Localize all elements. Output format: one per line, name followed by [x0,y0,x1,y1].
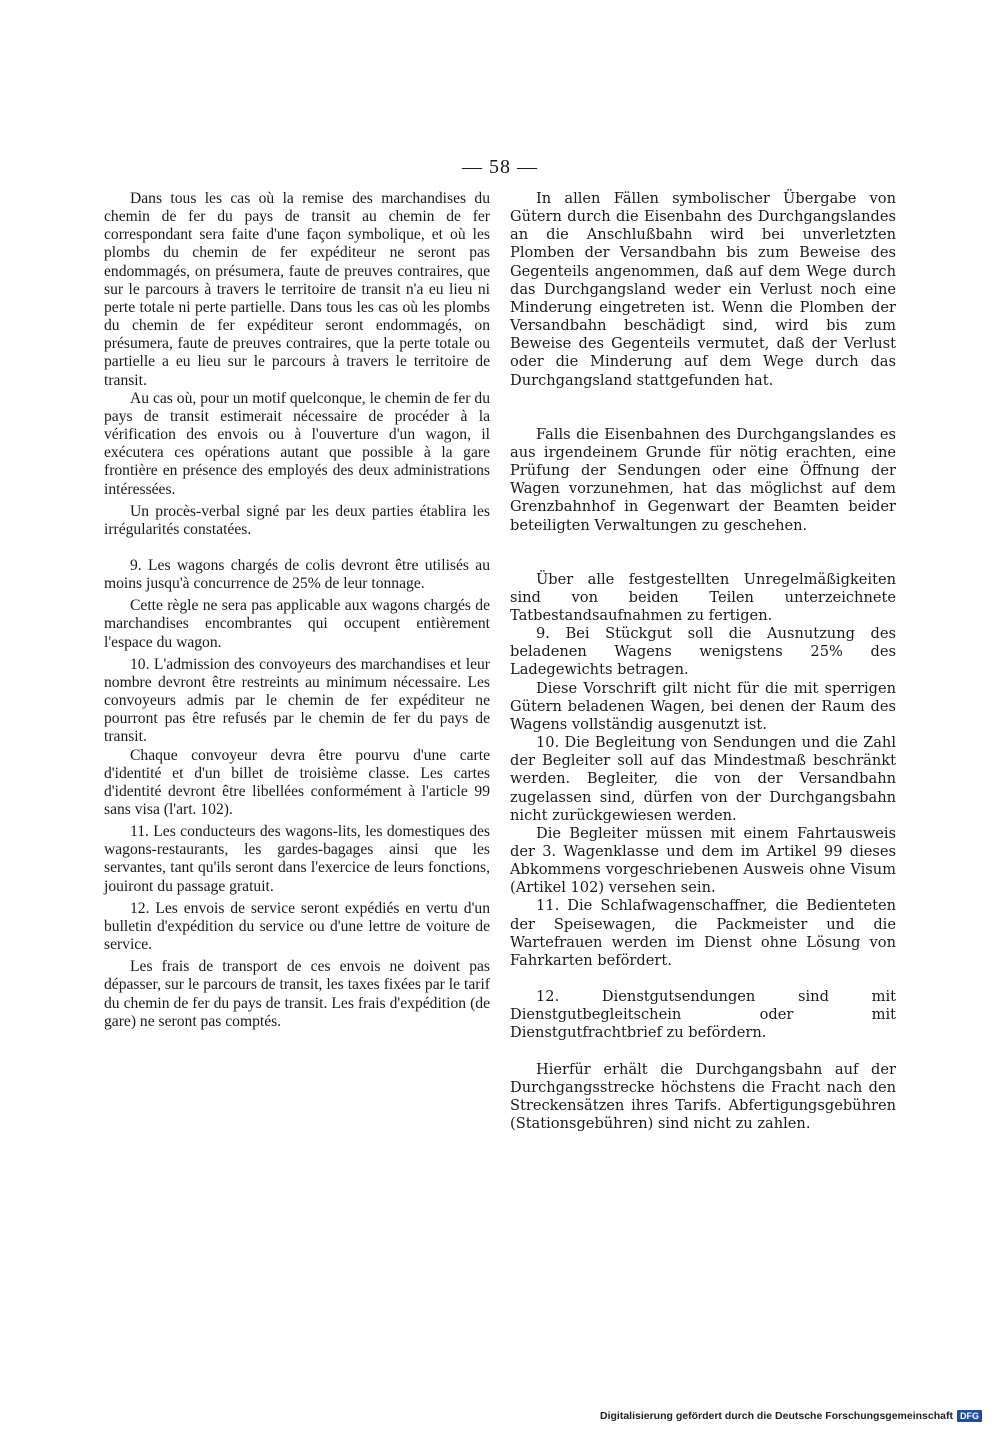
fr-paragraph-6: 10. L'admission des convoyeurs des marchandises et leur nombre devront être restreints au minimum nécessaire. Les convoyeurs admis par le chemin de fer expéditeur ne pourront pas être refusés par le chemin de fer du pays de transit. [104,655,490,746]
dfg-logo-icon: DFG [957,1410,982,1422]
german-column [510,190,896,1133]
de-paragraph-10: Hierfür erhält die Durchgangsbahn auf der Durchgangsstrecke höchstens die Fracht nach den Streckensätzen ihres Tarifs. Abfertigungsgebühren (Stationsgebühren) sind nicht zu zahlen. [510,1060,896,1133]
de-paragraph-1: In allen Fällen symbolischer Übergabe von Gütern durch die Eisenbahn des Durchgangslandes an die Anschlußbahn wird bei unverletzten Plomben der Versandbahn bis zum Beweise des Gegenteils angenommen, daß auf dem Wege durch das Durchgangsland weder ein Verlust noch eine Minderung eingetreten ist. Wenn die Plomben der Versandbahn beschädigt sind, wird bis zum Beweise des Gegenteils vermutet, daß der Verlust oder die Minderung auf dem Wege durch das Durchgangsland stattgefunden hat. [510,190,896,389]
fr-paragraph-7: Chaque convoyeur devra être pourvu d'une carte d'identité et d'un billet de troisième classe. Les cartes d'identité devront être libellées conformément à l'article 99 sans visa (l'art. 102). [104,746,490,818]
digitization-credit [600,1410,982,1422]
fr-paragraph-3: Un procès-verbal signé par les deux parties établira les irrégularités constatées. [104,502,490,538]
de-paragraph-5: Diese Vorschrift gilt nicht für die mit sperrigen Gütern beladenen Wagen, bei denen der Raum des Wagens vollständig ausgenutzt ist. [510,679,896,733]
fr-paragraph-8: 11. Les conducteurs des wagons-lits, les domestiques des wagons-restaurants, les gardes-bagages ainsi que les servantes, tant qu'ils seront dans l'exercice de leurs fonctions, jouiront du passage gratuit. [104,823,490,895]
credit-text: Digitalisierung gefördert durch die Deutsche Forschungsgemeinschaft [600,1410,953,1422]
fr-paragraph-9: 12. Les envois de service seront expédiés en vertu d'un bulletin d'expédition du service ou d'une lettre de voiture de service. [104,899,490,954]
de-paragraph-9: 12. Dienstgutsendungen sind mit Dienstgutbegleitschein oder mit Dienstgutfrachtbrief zu befördern. [510,988,896,1042]
fr-paragraph-1: Dans tous les cas où la remise des marchandises du chemin de fer du pays de transit au chemin de fer correspondant sera faite d'une façon symbolique, et où les plombs du chemin de fer expéditeur ne seront pas endommagés, on présumera, faute de preuves contraires, que sur le parcours à travers le territoire de transit n'a eu lieu ni perte totale ni perte partielle. Dans tous les cas où les plombs du chemin de fer expéditeur seront endommagés, on présumera, faute de preuves contraires, que la perte totale ou partielle a eu lieu sur le parcours à travers le territoire de transit. [104,190,490,389]
de-paragraph-3: Über alle festgestellten Unregelmäßigkeiten sind von beiden Teilen unterzeichnete Tatbestandsaufnahmen zu fertigen. [510,570,896,624]
fr-paragraph-10: Les frais de transport de ces envois ne doivent pas dépasser, sur le parcours de transit, les taxes fixées par le tarif du chemin de fer du pays de transit. Les frais d'expédition (de gare) ne seront pas comptés. [104,958,490,1030]
de-paragraph-8: 11. Die Schlafwagenschaffner, die Bedienteten der Speisewagen, die Packmeister und die Wartefrauen werden im Dienst ohne Lösung von Fahrkarten befördert. [510,897,896,969]
fr-paragraph-5: Cette règle ne sera pas applicable aux wagons chargés de marchandises encombrantes qui occupent entièrement l'espace du wagon. [104,597,490,651]
fr-paragraph-4: 9. Les wagons chargés de colis devront être utilisés au moins jusqu'à concurrence de 25% de leur tonnage. [104,556,490,593]
de-paragraph-4: 9. Bei Stückgut soll die Ausnutzung des beladenen Wagens wenigstens 25% des Ladegewichts betragen. [510,625,896,679]
french-column [104,190,490,1031]
de-paragraph-2: Falls die Eisenbahnen des Durchgangslandes es aus irgendeinem Grunde für nötig erachten, eine Prüfung der Sendungen oder eine Öffnung der Wagen vorzunehmen, hat das möglichst auf dem Grenzbahnhof in Gegenwart der Beamten beider beteiligten Verwaltungen zu geschehen. [510,425,896,534]
page-number: — 58 — [462,156,538,178]
de-paragraph-6: 10. Die Begleitung von Sendungen und die Zahl der Begleiter soll auf das Mindestmaß beschränkt werden. Begleiter, die von der Versandbahn zugelassen sind, dürfen von der Durchgangsbahn nicht zurückgewiesen werden. [510,734,896,824]
fr-paragraph-2: Au cas où, pour un motif quelconque, le chemin de fer du pays de transit estimerait nécessaire de procéder à la vérification des envois ou à l'ouverture d'un wagon, il exécutera ces opérations autant que possible à la gare frontière en présence des employés des deux administrations intéressées. [104,389,490,498]
de-paragraph-7: Die Begleiter müssen mit einem Fahrtausweis der 3. Wagenklasse und dem im Artikel 99 dieses Abkommens vorgeschriebenen Ausweis ohne Visum (Artikel 102) versehen sein. [510,824,896,897]
